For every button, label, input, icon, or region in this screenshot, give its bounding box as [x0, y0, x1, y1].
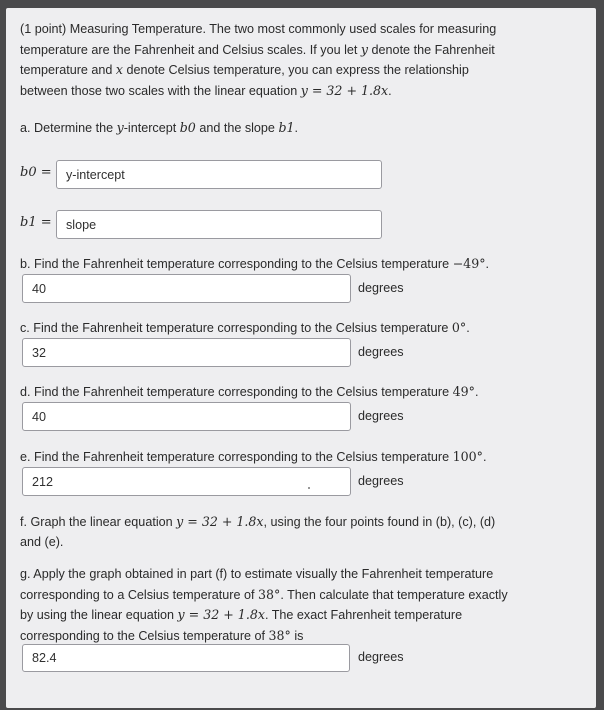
part-c-temp: 0° [451, 320, 467, 335]
part-g-line-4 [20, 626, 580, 647]
part-b-period: . [485, 257, 489, 271]
part-e-unit: degrees [358, 474, 404, 488]
part-g-line-1: g. Apply the graph obtained in part (f) to estimate visually the Fahrenheit temperature [20, 567, 494, 581]
intro-line-1: (1 point) Measuring Temperature. The two most commonly used scales for measuring [20, 22, 497, 36]
b1-label [20, 214, 52, 230]
intro-text: between those two scales with the linear equation [20, 83, 298, 98]
part-a-period: . [294, 121, 299, 135]
intro-period: . [388, 83, 392, 98]
part-g-text: corresponding to the Celsius temperature of [20, 628, 266, 643]
part-d-prompt [20, 382, 580, 403]
part-d-period: . [474, 385, 479, 399]
part-g-temp: 38° [258, 586, 281, 602]
intro-line-4 [20, 81, 580, 102]
part-e-period: . [482, 450, 487, 464]
problem-card [6, 8, 596, 708]
b1-input[interactable]: slope [56, 210, 382, 239]
b1-symbol: b1 [278, 120, 295, 135]
part-g-prompt [20, 565, 580, 646]
part-d-text: d. Find the Fahrenheit temperature corresponding to the Celsius temperature [20, 385, 450, 399]
part-d-input[interactable]: 40 [22, 402, 351, 431]
part-a-text: and the slope [199, 121, 275, 135]
intro-text: temperature and [20, 63, 113, 77]
part-f-text: f. Graph the linear equation [20, 515, 173, 529]
part-f-line-2: and (e). [20, 534, 64, 549]
intro-paragraph [20, 20, 580, 101]
part-g-text: . Then calculate that temperature exactly [280, 587, 508, 602]
linear-equation: y = 32 + 1.8x [177, 607, 265, 622]
b1-label-text: b1 = [20, 215, 52, 230]
b0-label-text: b0 = [20, 165, 52, 180]
part-a-text: a. Determine the [20, 121, 114, 135]
part-g-temp: 38° [268, 627, 291, 643]
part-g-text: corresponding to a Celsius temperature of [20, 587, 255, 602]
speck-mark [308, 487, 310, 489]
part-f-text: , using the four points found in (b), (c), (d) [263, 515, 496, 529]
part-f-line-1 [20, 512, 580, 533]
part-d-temp: 49° [452, 384, 475, 399]
intro-text: denote the Fahrenheit [371, 42, 495, 57]
part-a-prompt [20, 118, 580, 139]
linear-equation: y = 32 + 1.8x [300, 82, 389, 98]
part-g-input[interactable]: 82.4 [22, 644, 350, 672]
part-g-text: by using the linear equation [20, 608, 175, 622]
part-e-text: e. Find the Fahrenheit temperature corresponding to the Celsius temperature [20, 450, 450, 464]
intro-line-3 [20, 60, 580, 81]
part-e-prompt [20, 447, 580, 468]
part-g-line-2 [20, 585, 580, 606]
part-g-unit: degrees [358, 650, 404, 664]
part-c-input[interactable]: 32 [22, 338, 351, 367]
intro-line-2 [20, 40, 580, 61]
b0-symbol: b0 [179, 120, 196, 135]
part-a-text: -intercept [123, 121, 177, 135]
part-c-text: c. Find the Fahrenheit temperature corresponding to the Celsius temperature [20, 321, 449, 335]
x-variable: x [115, 62, 124, 77]
part-c-period: . [466, 321, 470, 335]
part-f-prompt [20, 512, 580, 552]
part-b-unit: degrees [358, 281, 404, 295]
part-c-unit: degrees [358, 345, 404, 359]
part-g-text: is [294, 628, 304, 643]
part-c-prompt [20, 318, 580, 339]
intro-text: temperature are the Fahrenheit and Celsius scales. If you let [20, 42, 358, 57]
intro-text: denote Celsius temperature, you can express the relationship [126, 63, 469, 77]
part-g-text: . The exact Fahrenheit temperature [264, 608, 463, 622]
b0-input[interactable]: y-intercept [56, 160, 382, 189]
part-b-prompt [20, 254, 580, 275]
part-b-input[interactable]: 40 [22, 274, 351, 303]
part-g-line-3 [20, 605, 580, 626]
part-e-input[interactable]: 212 [22, 467, 351, 496]
part-d-unit: degrees [358, 409, 404, 423]
part-b-temp: −49° [452, 256, 486, 271]
y-variable: y [116, 120, 124, 135]
b0-label [20, 164, 52, 180]
y-variable: y [360, 41, 369, 57]
linear-equation: y = 32 + 1.8x [176, 514, 264, 529]
part-b-text: b. Find the Fahrenheit temperature corresponding to the Celsius temperature [20, 257, 450, 271]
part-e-temp: 100° [452, 449, 483, 464]
